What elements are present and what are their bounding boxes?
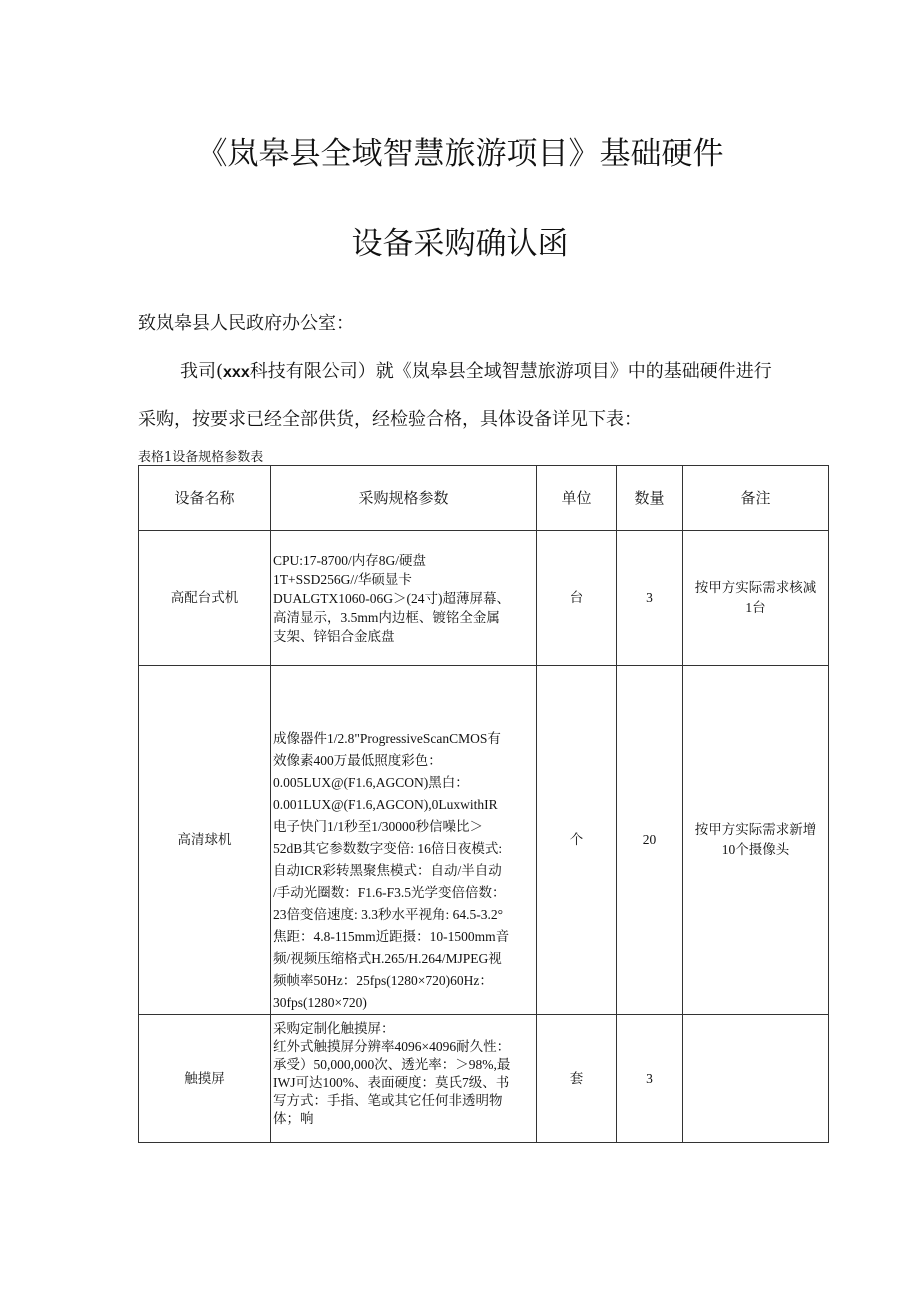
spec-line: /手动光圈数：F1.6-F3.5光学变倍倍数： <box>273 885 506 900</box>
spec-line: 支架、锌铝合金底盘 <box>273 628 395 644</box>
salutation: 致岚皋县人民政府办公室： <box>138 313 354 334</box>
spec-line: 频/视频压缩格式H.265/H.264/MJPEG视 <box>273 951 502 966</box>
spec-line: 23倍变倍速度: 3.3秒水平视角: 64.5-3.2° <box>273 907 504 922</box>
spec-line: CPU:17-8700/内存8G/硬盘 <box>273 552 427 568</box>
header-note: 备注 <box>683 466 829 531</box>
note-line: 1台 <box>745 600 766 615</box>
cell-unit: 个 <box>537 666 617 1015</box>
spec-line: 52dB其它参数数字变倍: 16倍日夜模式: <box>273 841 503 856</box>
spec-line: 承受）50,000,000次、透光率：＞98%,最 <box>273 1057 511 1072</box>
body-line-1-rest: 科技有限公司）就《岚皋县全域智慧旅游项目》中的基础硬件进行 <box>249 361 772 382</box>
table-row <box>139 1015 829 1143</box>
header-spec: 采购规格参数 <box>271 466 537 531</box>
header-quantity: 数量 <box>617 466 683 531</box>
cell-device-name: 高配台式机 <box>139 531 271 666</box>
spec-line: 自动ICR彩转黑聚焦模式：自动/半自动 <box>273 863 502 878</box>
cell-unit: 套 <box>537 1015 617 1143</box>
spec-line: 采购定制化触摸屏： <box>273 1021 395 1036</box>
spec-line: IWJ可达100%、表面硬度：莫氏7级、书 <box>273 1075 510 1090</box>
spec-line: 写方式：手指、笔或其它任何非透明物 <box>273 1093 503 1108</box>
cell-device-name: 触摸屏 <box>139 1015 271 1143</box>
cell-quantity: 3 <box>617 1015 683 1143</box>
note-line: 按甲方实际需求新增 <box>694 822 817 837</box>
table-header-row <box>139 466 829 531</box>
note-line: 按甲方实际需求核减 <box>694 580 817 595</box>
cell-note <box>683 666 829 1015</box>
document-title-line-1: 《岚皋县全域智慧旅游项目》基础硬件 <box>196 136 724 172</box>
spec-line: 效像素400万最低照度彩色： <box>273 753 442 768</box>
company-placeholder: xxx <box>223 364 250 381</box>
spec-line: 体；响 <box>273 1111 314 1126</box>
spec-line: 电子快门1/1秒至1/30000秒信噪比＞ <box>273 819 484 834</box>
body-paragraph-line-2: 采购，按要求已经全部供货，经检验合格，具体设备详见下表： <box>138 409 642 430</box>
table-row <box>139 531 829 666</box>
spec-line: 30fps(1280×720) <box>273 995 367 1010</box>
spec-line: 1T+SSD256G//华硕显卡 <box>273 571 412 587</box>
spec-line: 0.001LUX@(F1.6,AGCON),0LuxwithIR <box>273 797 498 812</box>
document-title-line-2: 设备采购确认函 <box>351 226 569 262</box>
cell-spec <box>271 531 537 666</box>
header-device-name: 设备名称 <box>139 466 271 531</box>
body-paragraph-line-1 <box>180 357 772 383</box>
body-prefix: 我司( <box>180 361 224 382</box>
header-unit: 单位 <box>537 466 617 531</box>
cell-note <box>683 1015 829 1143</box>
table-caption: 表格1设备规格参数表 <box>138 450 264 465</box>
note-line: 10个摄像头 <box>721 842 790 857</box>
spec-line: 焦距：4.8-115mm近距摄：10-1500mm音 <box>273 929 510 944</box>
equipment-spec-table <box>138 465 829 1143</box>
spec-line: 成像器件1/2.8"ProgressiveScanCMOS有 <box>273 731 501 746</box>
cell-device-name: 高清球机 <box>139 666 271 1015</box>
spec-line: 频帧率50Hz：25fps(1280×720)60Hz： <box>273 973 493 988</box>
spec-line: 高清显示，3.5mm内边框、镀铭全金属 <box>273 609 500 625</box>
table-row <box>139 666 829 1015</box>
cell-spec <box>271 666 537 1015</box>
spec-line: 0.005LUX@(F1.6,AGCON)黑白： <box>273 775 469 790</box>
cell-spec <box>271 1015 537 1143</box>
cell-unit: 台 <box>537 531 617 666</box>
cell-note <box>683 531 829 666</box>
cell-quantity: 20 <box>617 666 683 1015</box>
cell-quantity: 3 <box>617 531 683 666</box>
spec-line: DUALGTX1060-06G＞(24寸)超薄屏幕、 <box>273 590 510 606</box>
spec-line: 红外式触摸屏分辨率4096×4096耐久性： <box>273 1039 511 1054</box>
